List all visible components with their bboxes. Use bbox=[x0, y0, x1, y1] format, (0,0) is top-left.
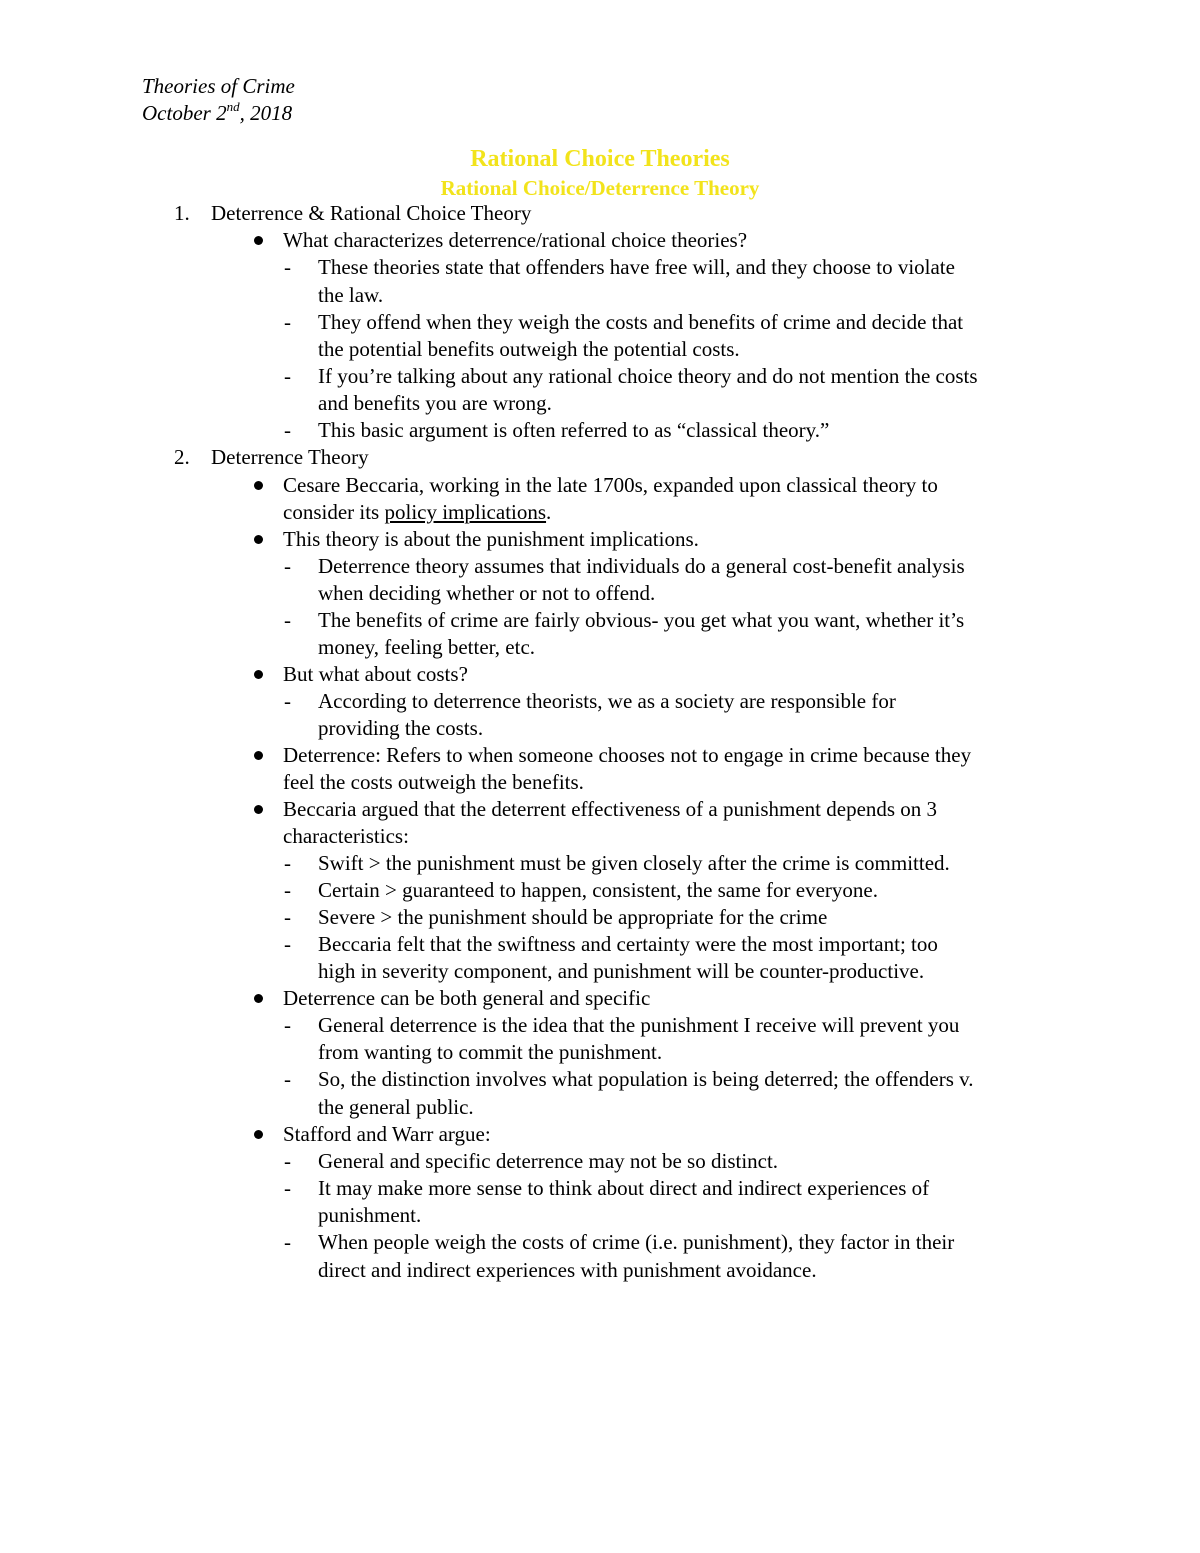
sub-item-text: Severe > the punishment should be appropriate for the crime bbox=[318, 905, 828, 929]
bullet-text: But what about costs? bbox=[283, 662, 468, 686]
dash-icon: - bbox=[284, 554, 291, 578]
dash-icon: - bbox=[284, 689, 291, 713]
bullet-text: Cesare Beccaria, working in the late 1700s, expanded upon classical theory to bbox=[283, 473, 938, 497]
bullet-icon bbox=[254, 751, 263, 760]
sub-item-text: These theories state that offenders have free will, and they choose to violate bbox=[318, 255, 955, 279]
sub-item-text: It may make more sense to think about direct and indirect experiences of bbox=[318, 1176, 930, 1200]
bullet-icon bbox=[254, 535, 263, 544]
sub-item-text: punishment. bbox=[318, 1203, 422, 1227]
dash-icon: - bbox=[284, 418, 291, 442]
dash-icon: - bbox=[284, 1013, 291, 1037]
dash-icon: - bbox=[284, 608, 291, 632]
sub-item-text: The benefits of crime are fairly obvious- you get what you want, whether it’s bbox=[318, 608, 965, 632]
bullet-icon bbox=[254, 805, 263, 814]
page-subtitle: Rational Choice/Deterrence Theory bbox=[440, 176, 760, 200]
bullet-text: characteristics: bbox=[283, 824, 409, 848]
dash-icon: - bbox=[284, 1067, 291, 1091]
dash-icon: - bbox=[284, 1149, 291, 1173]
bullet-text: Deterrence: Refers to when someone chooses not to engage in crime because they bbox=[283, 743, 972, 767]
dash-icon: - bbox=[284, 364, 291, 388]
dash-icon: - bbox=[284, 932, 291, 956]
sub-item-text: Beccaria felt that the swiftness and certainty were the most important; too bbox=[318, 932, 938, 956]
sub-item-text: Deterrence theory assumes that individuals do a general cost-benefit analysis bbox=[318, 554, 965, 578]
bullet-text: Deterrence can be both general and specific bbox=[283, 986, 651, 1010]
lecture-date bbox=[142, 100, 292, 127]
sub-item-text: providing the costs. bbox=[318, 716, 484, 740]
bullet-text: This theory is about the punishment implications. bbox=[283, 527, 699, 551]
section-number: 2. bbox=[174, 445, 190, 469]
sub-item-text: So, the distinction involves what population is being deterred; the offenders v. bbox=[318, 1067, 974, 1091]
sub-item-text: This basic argument is often referred to as “classical theory.” bbox=[318, 418, 830, 442]
date-suffix: , 2018 bbox=[239, 101, 293, 125]
bullet-text: What characterizes deterrence/rational choice theories? bbox=[283, 228, 748, 252]
section-heading: Deterrence Theory bbox=[211, 445, 369, 469]
course-name: Theories of Crime bbox=[142, 74, 295, 98]
bullet-text bbox=[283, 499, 551, 526]
sub-item-text: the law. bbox=[318, 283, 384, 307]
bullet-text-prefix: consider its bbox=[283, 500, 385, 524]
bullet-text-suffix: . bbox=[546, 500, 552, 524]
sub-item-text: direct and indirect experiences with punishment avoidance. bbox=[318, 1258, 817, 1282]
dash-icon: - bbox=[284, 1230, 291, 1254]
page-title: Rational Choice Theories bbox=[470, 146, 730, 172]
bullet-icon bbox=[254, 481, 263, 490]
sub-item-text: When people weigh the costs of crime (i.e. punishment), they factor in their bbox=[318, 1230, 955, 1254]
sub-item-text: According to deterrence theorists, we as a society are responsible for bbox=[318, 689, 896, 713]
bullet-text: Beccaria argued that the deterrent effectiveness of a punishment depends on 3 bbox=[283, 797, 938, 821]
sub-item-text: Certain > guaranteed to happen, consistent, the same for everyone. bbox=[318, 878, 878, 902]
dash-icon: - bbox=[284, 851, 291, 875]
policy-implications-link[interactable]: policy implications bbox=[384, 500, 547, 524]
bullet-text: feel the costs outweigh the benefits. bbox=[283, 770, 584, 794]
dash-icon: - bbox=[284, 878, 291, 902]
section-heading: Deterrence & Rational Choice Theory bbox=[211, 201, 532, 225]
dash-icon: - bbox=[284, 310, 291, 334]
bullet-icon bbox=[254, 670, 263, 679]
bullet-text: Stafford and Warr argue: bbox=[283, 1122, 491, 1146]
sub-item-text: and benefits you are wrong. bbox=[318, 391, 552, 415]
sub-item-text: when deciding whether or not to offend. bbox=[318, 581, 656, 605]
sub-item-text: General deterrence is the idea that the punishment I receive will prevent you bbox=[318, 1013, 960, 1037]
section-number: 1. bbox=[174, 201, 190, 225]
sub-item-text: If you’re talking about any rational choice theory and do not mention the costs bbox=[318, 364, 978, 388]
sub-item-text: They offend when they weigh the costs and benefits of crime and decide that bbox=[318, 310, 964, 334]
dash-icon: - bbox=[284, 905, 291, 929]
sub-item-text: the potential benefits outweigh the potential costs. bbox=[318, 337, 740, 361]
sub-item-text: high in severity component, and punishment will be counter-productive. bbox=[318, 959, 925, 983]
sub-item-text: Swift > the punishment must be given closely after the crime is committed. bbox=[318, 851, 950, 875]
sub-item-text: money, feeling better, etc. bbox=[318, 635, 536, 659]
dash-icon: - bbox=[284, 255, 291, 279]
sub-item-text: from wanting to commit the punishment. bbox=[318, 1040, 663, 1064]
date-ordinal-suffix: nd bbox=[226, 99, 240, 114]
sub-item-text: General and specific deterrence may not be so distinct. bbox=[318, 1149, 779, 1173]
dash-icon: - bbox=[284, 1176, 291, 1200]
bullet-icon bbox=[254, 994, 263, 1003]
bullet-icon bbox=[254, 236, 263, 245]
sub-item-text: the general public. bbox=[318, 1095, 474, 1119]
date-prefix: October 2 bbox=[142, 101, 227, 125]
bullet-icon bbox=[254, 1130, 263, 1139]
